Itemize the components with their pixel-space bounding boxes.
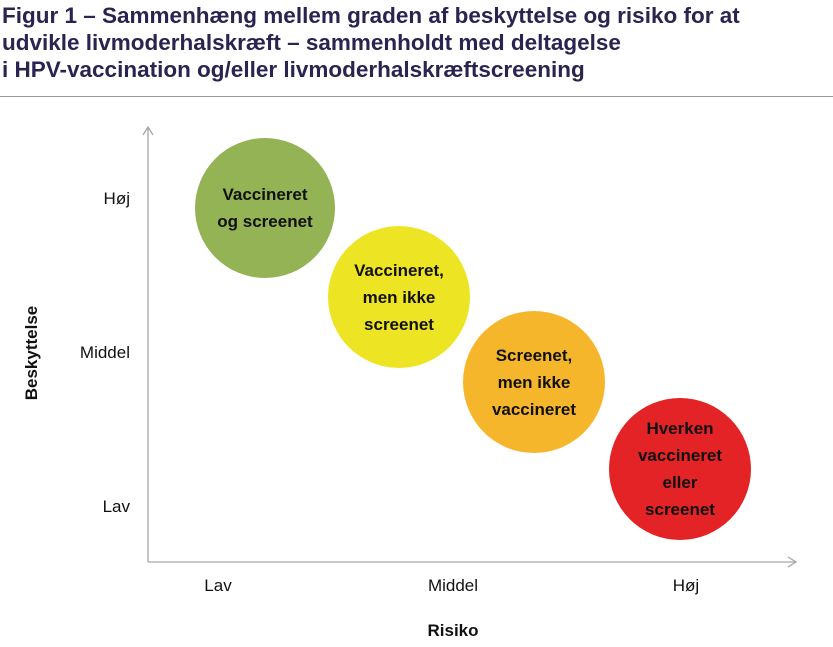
circle-label: Hverken vaccineret eller screenet (637, 419, 723, 519)
title-line-1: Figur 1 – Sammenhæng mellem graden af beskyttelse og risiko for at (2, 3, 740, 28)
y-tick-middle: Middel (79, 343, 130, 362)
x-axis-label: Risiko (427, 621, 479, 640)
circle-neither (609, 398, 751, 540)
circle-label: Vaccineret, men ikke screenet (354, 260, 444, 334)
y-tick-high: Høj (103, 189, 130, 208)
x-tick-high: Høj (672, 576, 700, 595)
x-tick-low: Lav (204, 576, 232, 595)
title-line-3: i HPV-vaccination og/eller livmoderhalskræftscreening (2, 57, 585, 82)
circle-label: Screenet, men ikke vaccineret (491, 345, 577, 419)
y-tick-low: Lav (102, 497, 130, 516)
circle-vaccinated-not-screened (328, 226, 470, 368)
circle-vaccinated-screened (195, 138, 335, 278)
circle-label: Vaccineret og screenet (217, 185, 313, 231)
x-tick-middle: Middel (427, 576, 479, 595)
circle-screened-not-vaccinated (463, 311, 605, 453)
title-line-2: udvikle livmoderhalskræft – sammenholdt med deltagelse (2, 30, 621, 55)
y-axis-label: Beskyttelse (22, 305, 41, 401)
